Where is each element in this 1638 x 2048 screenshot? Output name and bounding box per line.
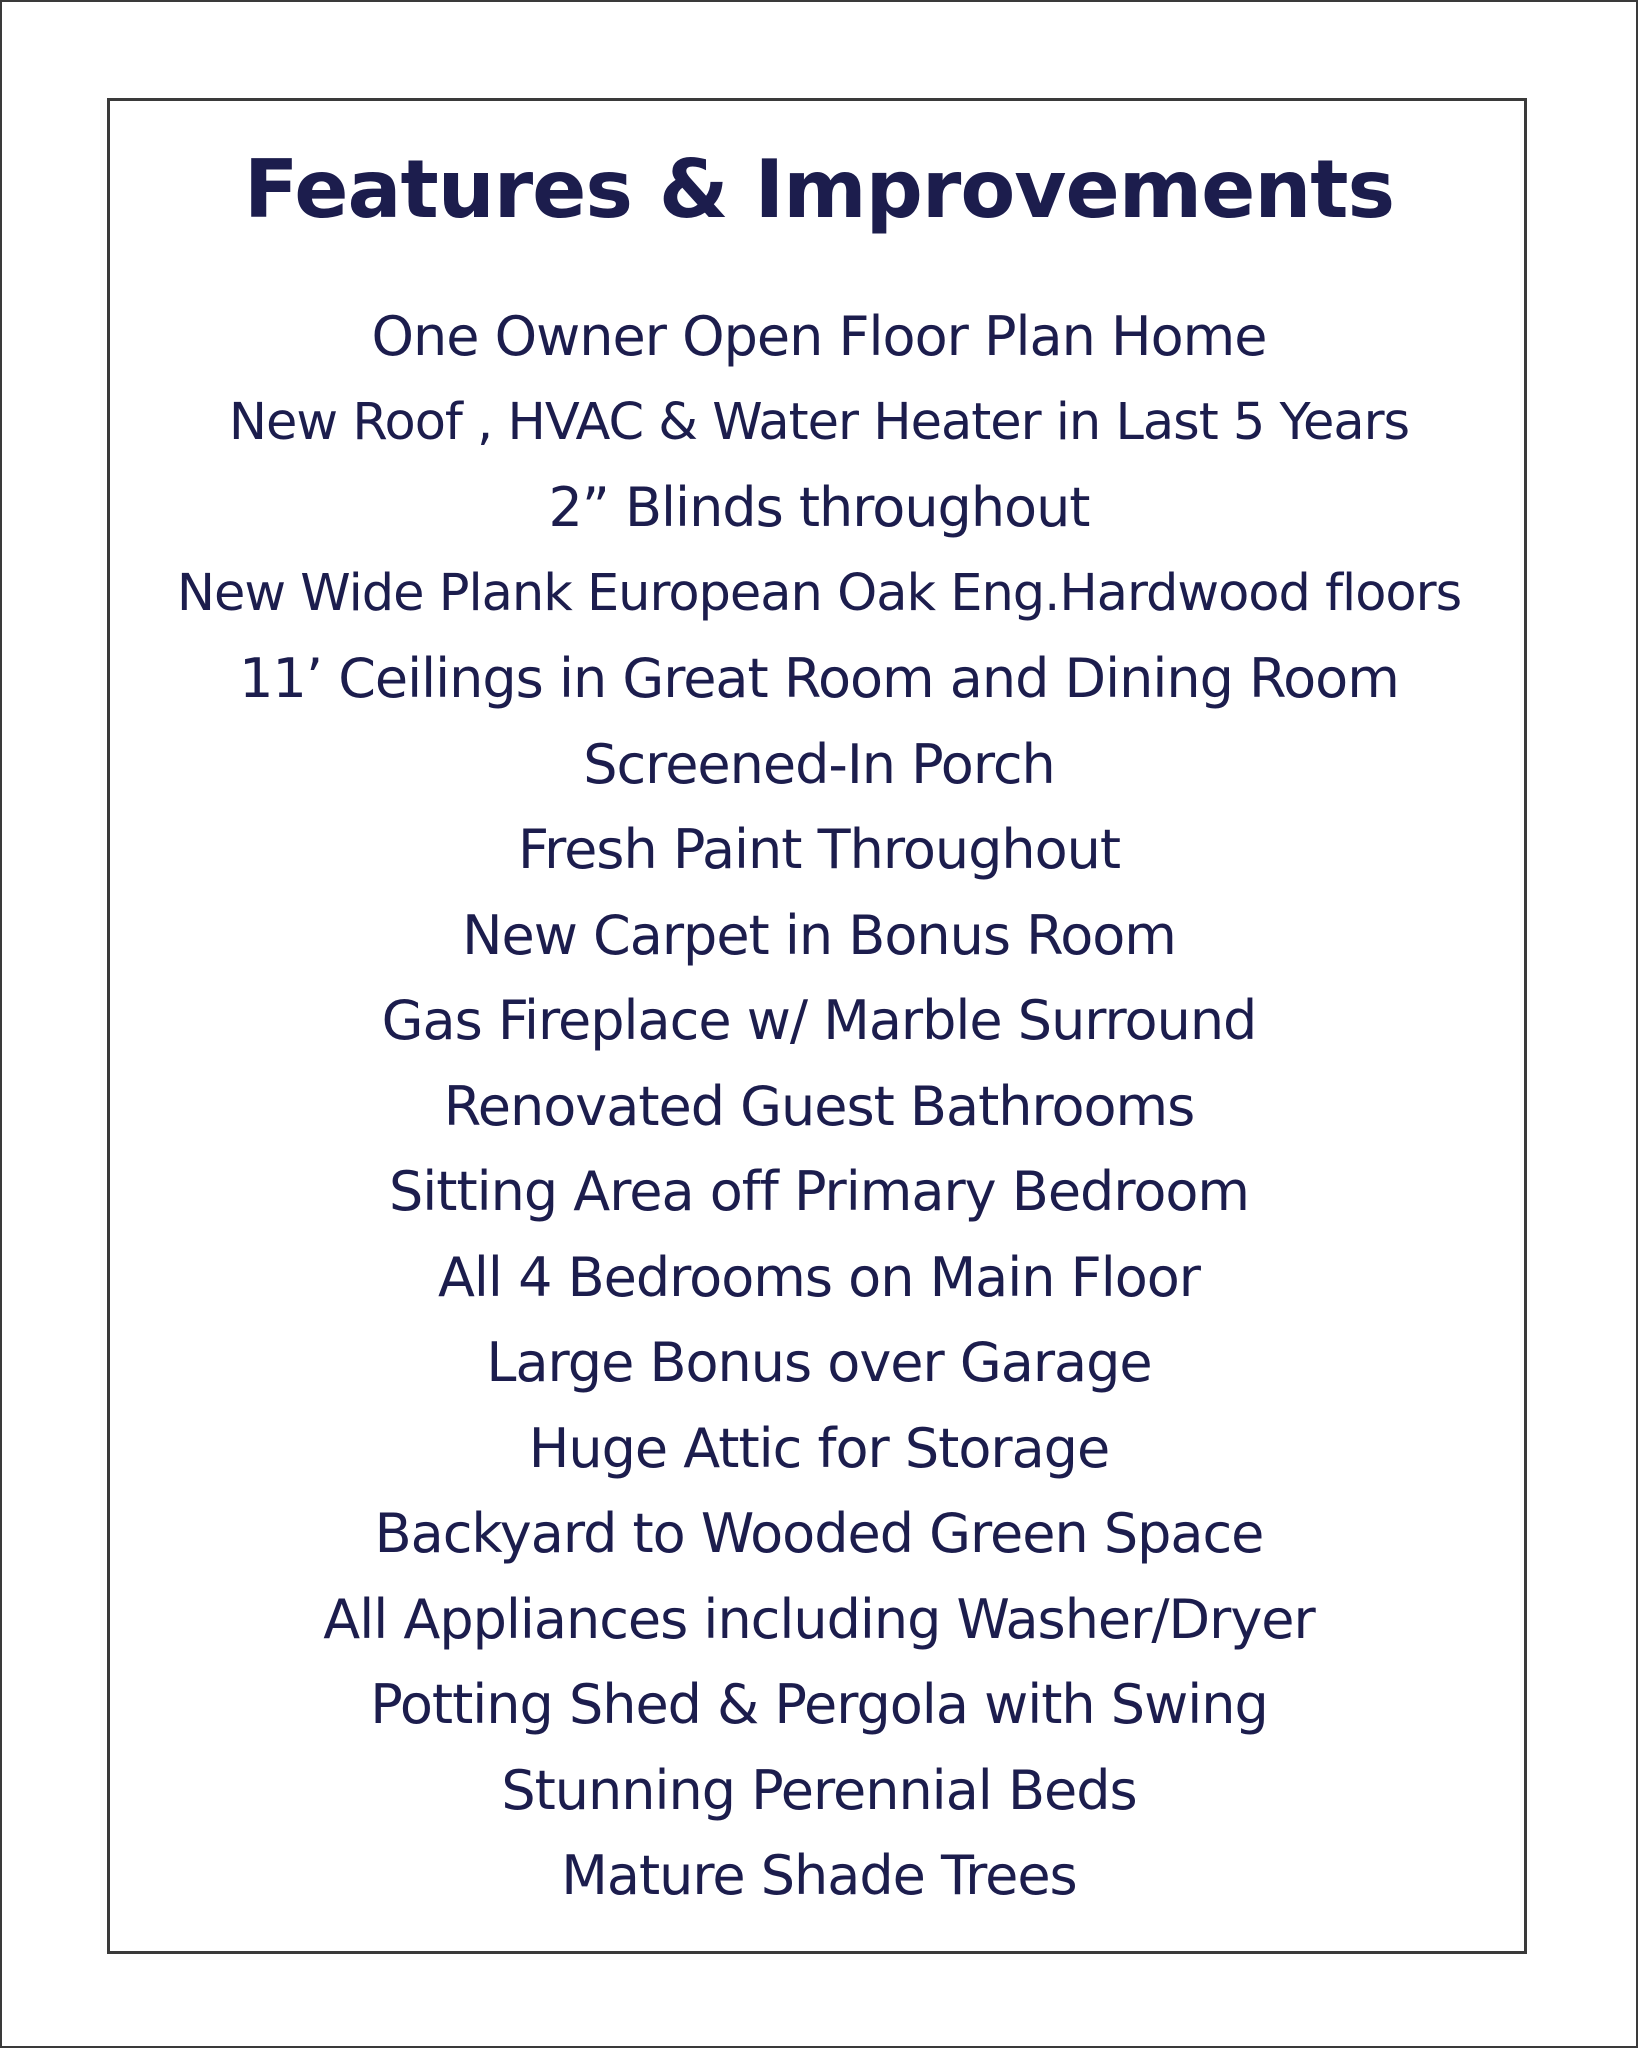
list-item: Renovated Guest Bathrooms: [443, 1074, 1195, 1138]
list-item: Screened-In Porch: [583, 732, 1055, 796]
list-item: Sitting Area off Primary Bedroom: [388, 1160, 1250, 1223]
list-item: Stunning Perennial Beds: [501, 1758, 1137, 1822]
list-item: Large Bonus over Garage: [486, 1331, 1152, 1394]
list-item: All 4 Bedrooms on Main Floor: [437, 1245, 1200, 1309]
list-item: New Carpet in Bonus Room: [462, 903, 1176, 967]
features-list: [0, 294, 1638, 1919]
list-item: 11’ Ceilings in Great Room and Dining Room: [239, 647, 1399, 710]
page-title: Features & Improvements: [243, 143, 1395, 236]
list-item: All Appliances including Washer/Dryer: [323, 1587, 1315, 1651]
list-item: Fresh Paint Throughout: [517, 818, 1121, 881]
list-item: Backyard to Wooded Green Space: [374, 1502, 1264, 1565]
list-item: New Roof , HVAC & Water Heater in Last 5 Years: [228, 392, 1410, 452]
list-item: Potting Shed & Pergola with Swing: [370, 1673, 1268, 1736]
list-item: One Owner Open Floor Plan Home: [371, 305, 1267, 368]
list-item: Huge Attic for Storage: [528, 1416, 1110, 1480]
list-item: Gas Fireplace w/ Marble Surround: [381, 989, 1257, 1052]
list-item: New Wide Plank European Oak Eng.Hardwood floors: [176, 563, 1462, 623]
list-item: 2” Blinds throughout: [548, 476, 1090, 539]
list-item: Mature Shade Trees: [561, 1844, 1077, 1907]
